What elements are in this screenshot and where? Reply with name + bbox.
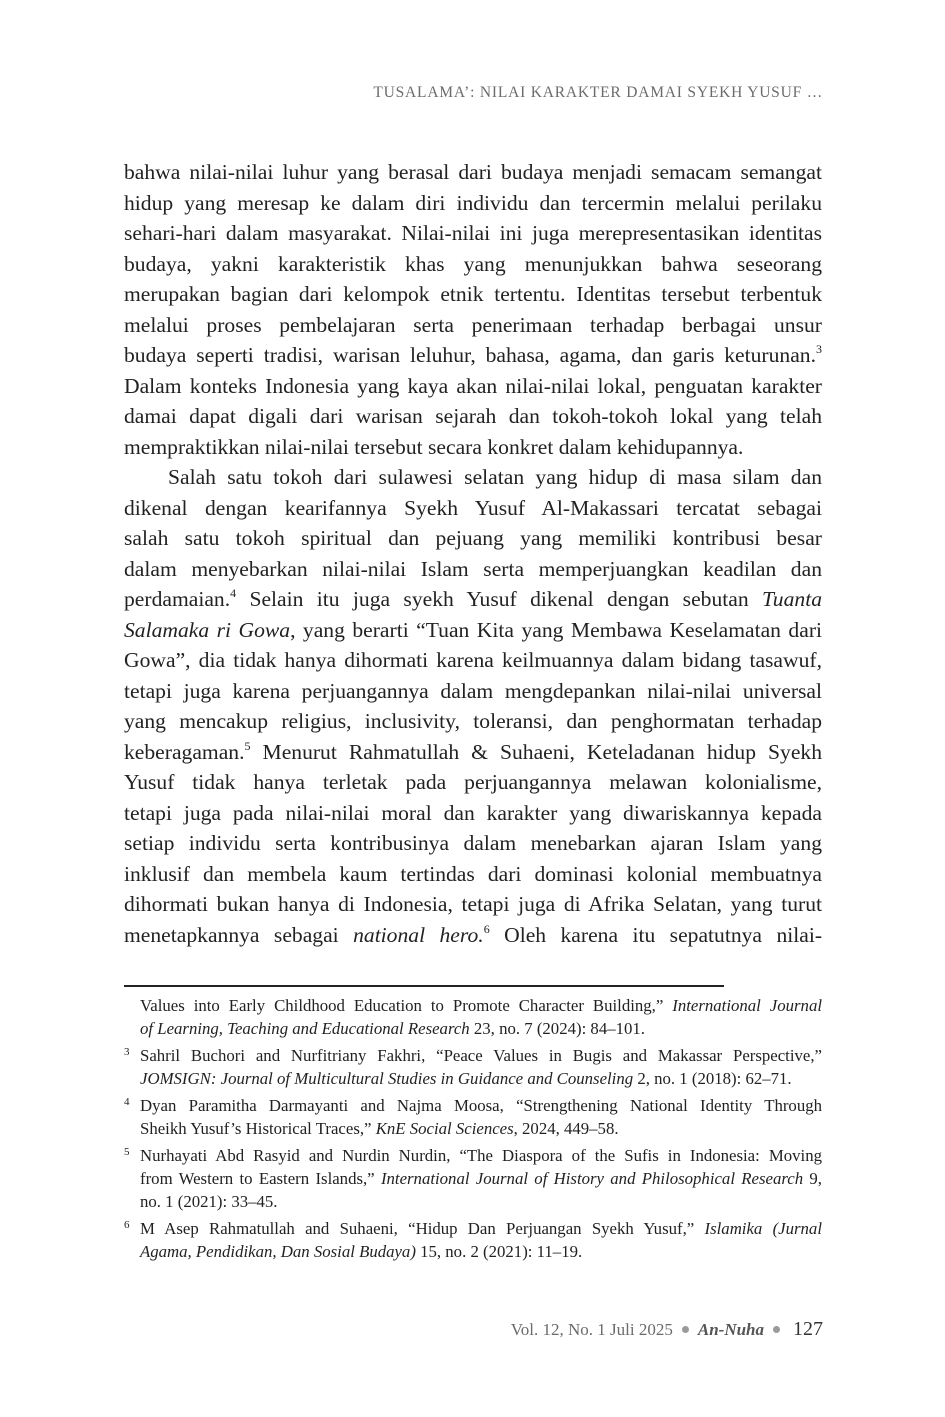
footnote-number: 4 (124, 1096, 130, 1108)
footnote-5: 5 Nurhayati Abd Rasyid and Nurdin Nurdin, “The Diaspora of the Sufis in Indonesia: Moving (124, 1146, 822, 1165)
body-line: merupakan bagian dari kelompok etnik tertentu. Identitas tersebut terbentuk (124, 282, 822, 306)
body-line: Gowa”, dia tidak hanya dihormati karena keilmuannya dalam bidang tasawuf, (124, 648, 822, 672)
body-line: budaya seperti tradisi, warisan leluhur, bahasa, agama, dan garis keturunan.$^3$ (124, 342, 822, 367)
body-line: Salah satu tokoh dari sulawesi selatan yang hidup di masa silam dan (168, 465, 822, 489)
bullet-separator-icon (682, 1326, 689, 1333)
body-line: mempraktikkan nilai-nilai tersebut secara konkret dalam kehidupannya. (124, 434, 744, 459)
body-line: salah satu tokoh spiritual dan pejuang yang memiliki kontribusi besar (124, 526, 822, 550)
body-text (124, 157, 822, 950)
footnote-line: Values into Early Childhood Education to Promote Character Building,” International Journal (140, 996, 822, 1015)
body-line: setiap individu serta kontribusinya dalam menebarkan ajaran Islam yang (124, 831, 822, 855)
body-line: bahwa nilai-nilai luhur yang berasal dari budaya menjadi semacam semangat (124, 160, 822, 184)
footnote-ref-6[interactable]: 6 (483, 921, 490, 936)
journal-name: An-Nuha (697, 1319, 764, 1339)
body-line: inklusif dan membela kaum tertindas dari dominasi kolonial membuatnya (124, 861, 822, 886)
footnote-line: JOMSIGN: Journal of Multicultural Studies in Guidance and Counseling 2, no. 1 (2018): 62–71. (140, 1069, 792, 1088)
footnote-number: 5 (124, 1146, 130, 1158)
footnote-4: 4 Dyan Paramitha Darmayanti and Najma Moosa, “Strengthening National Identity Through (124, 1096, 822, 1115)
body-line: Salamaka ri Gowa, yang berarti “Tuan Kita yang Membawa Keselamatan dari (124, 617, 823, 642)
footnote-number: 6 (124, 1219, 130, 1231)
page-number: 127 (793, 1318, 823, 1340)
bullet-separator-icon (773, 1326, 780, 1333)
body-line: Yusuf tidak hanya terletak pada perjuangannya melawan kolonialisme, (124, 770, 822, 794)
body-line: perdamaian.$^4$ Selain itu juga syekh Yusuf dikenal dengan sebutan Tuanta (124, 586, 822, 611)
footnote-number: 3 (124, 1046, 130, 1058)
body-line: Dalam konteks Indonesia yang kaya akan nilai-nilai lokal, penguatan karakter (124, 373, 822, 398)
body-line: sehari-hari dalam masyarakat. Nilai-nilai ini juga merepresentasikan identitas (124, 221, 822, 245)
volume-info: Vol. 12, No. 1 Juli 2025 (510, 1319, 673, 1339)
footnotes (124, 994, 822, 1263)
body-line: dihormati bukan hanya di Indonesia, tetapi juga di Afrika Selatan, yang turut (124, 892, 822, 916)
footnote-ref-4[interactable]: 4 (230, 586, 237, 600)
body-line: tetapi juga pada nilai-nilai moral dan karakter yang diwariskannya kepada (124, 800, 822, 825)
body-line: hidup yang meresap ke dalam diri individu dan tercermin melalui perilaku (124, 190, 822, 215)
body-line: dikenal dengan kearifannya Syekh Yusuf Al-Makassari tercatat sebagai (124, 495, 822, 520)
footnote-line: from Western to Eastern Islands,” International Journal of History and Philosophical Research 9, (140, 1169, 822, 1188)
body-line: tetapi juga karena perjuangannya dalam mengdepankan nilai-nilai universal (124, 678, 822, 703)
footnote-6: 6 M Asep Rahmatullah and Suhaeni, “Hidup Dan Perjuangan Syekh Yusuf,” Islamika (Jurnal (124, 1219, 822, 1238)
footnote-line: Agama, Pendidikan, Dan Sosial Budaya) 15, no. 2 (2021): 11–19. (140, 1242, 583, 1261)
body-line: dalam menyebarkan nilai-nilai Islam serta memperjuangkan keadilan dan (124, 556, 822, 581)
footnote-3: 3 Sahril Buchori and Nurfitriany Fakhri, “Peace Values in Bugis and Makassar Perspective,” (124, 1046, 822, 1065)
footnote-line: Sheikh Yusuf’s Historical Traces,” KnE Social Sciences, 2024, 449–58. (140, 1119, 619, 1138)
footnote-line: no. 1 (2021): 33–45. (140, 1192, 278, 1211)
body-line: budaya, yakni karakteristik khas yang menunjukkan bahwa seseorang (124, 251, 822, 276)
body-line: yang mencakup religius, inclusivity, toleransi, dan penghormatan terhadap (124, 709, 822, 733)
body-line: melalui proses pembelajaran serta penerimaan terhadap berbagai unsur (124, 312, 822, 337)
body-line: menetapkannya sebagai national hero.$^6$ Oleh karena itu sepatutnya nilai- (124, 921, 823, 947)
footnote-ref-5[interactable]: 5 (244, 738, 251, 753)
running-header: TUSALAMA’: NILAI KARAKTER DAMAI SYEKH YUSUF … (373, 84, 823, 101)
footnote-line: of Learning, Teaching and Educational Research 23, no. 7 (2024): 84–101. (140, 1019, 645, 1038)
body-line: keberagaman.$^5$ Menurut Rahmatullah & Suhaeni, Keteladanan hidup Syekh (124, 738, 822, 764)
body-line: damai dapat digali dari warisan sejarah dan tokoh-tokoh lokal yang telah (124, 404, 822, 428)
page-footer (511, 1318, 823, 1341)
footnote-ref-3[interactable]: 3 (816, 342, 822, 356)
footnote-divider (124, 985, 724, 987)
